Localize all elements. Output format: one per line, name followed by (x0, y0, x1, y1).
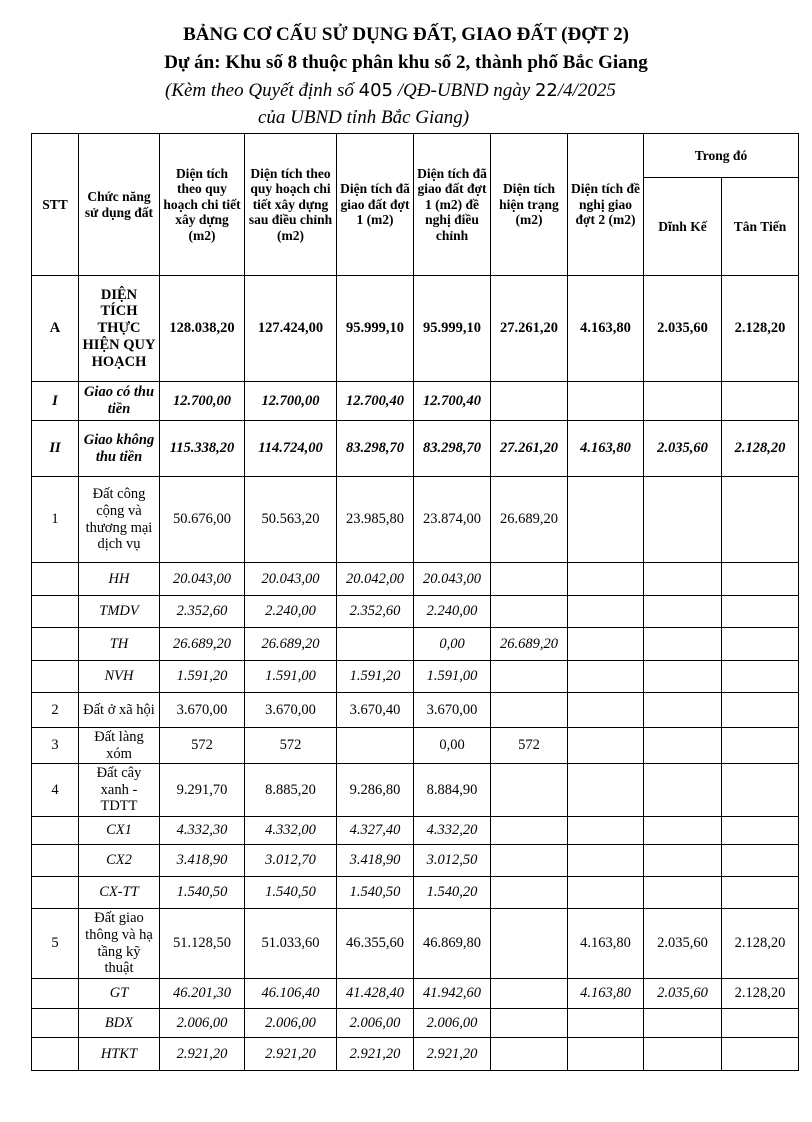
cell-tan-tien (722, 661, 799, 693)
cell-area-allocated-1: 12.700,40 (337, 382, 414, 421)
cell-function: CX-TT (79, 877, 160, 909)
cell-stt: 3 (32, 728, 79, 764)
cell-stt (32, 979, 79, 1009)
decision-suffix: /4/2025 (557, 80, 616, 101)
cell-tan-tien: 2.128,20 (722, 276, 799, 382)
project-name: Dự án: Khu số 8 thuộc phân khu số 2, thành phố Bắc Giang (164, 52, 648, 73)
cell-stt: 5 (32, 909, 79, 979)
cell-area-current (491, 909, 568, 979)
cell-area-plan: 128.038,20 (160, 276, 245, 382)
cell-stt (32, 877, 79, 909)
cell-function: DIỆN TÍCH THỰC HIỆN QUY HOẠCH (79, 276, 160, 382)
cell-area-proposed-2 (568, 382, 644, 421)
land-use-table (31, 133, 799, 1071)
cell-area-allocated-1-adjust: 95.999,10 (414, 276, 491, 382)
cell-area-plan-adjusted: 51.033,60 (245, 909, 337, 979)
cell-stt: A (32, 276, 79, 382)
table-row (32, 728, 799, 764)
cell-area-proposed-2 (568, 817, 644, 845)
table-row (32, 764, 799, 817)
cell-area-plan: 1.591,20 (160, 661, 245, 693)
cell-area-proposed-2: 4.163,80 (568, 421, 644, 477)
decision-reference (165, 80, 616, 102)
cell-dinh-ke: 2.035,60 (644, 979, 722, 1009)
cell-area-allocated-1: 23.985,80 (337, 477, 414, 563)
cell-area-proposed-2 (568, 628, 644, 661)
cell-function: Đất cây xanh - TDTT (79, 764, 160, 817)
cell-dinh-ke (644, 693, 722, 728)
cell-stt (32, 563, 79, 596)
cell-dinh-ke (644, 1009, 722, 1038)
decision-prefix: (Kèm theo Quyết định số (165, 80, 354, 101)
cell-area-allocated-1-adjust: 3.670,00 (414, 693, 491, 728)
cell-stt (32, 1038, 79, 1071)
table-row (32, 382, 799, 421)
cell-area-current (491, 979, 568, 1009)
cell-function: Đất giao thông và hạ tầng kỹ thuật (79, 909, 160, 979)
cell-tan-tien (722, 563, 799, 596)
cell-area-plan-adjusted: 8.885,20 (245, 764, 337, 817)
cell-area-allocated-1-adjust: 1.540,20 (414, 877, 491, 909)
cell-stt: 4 (32, 764, 79, 817)
cell-area-allocated-1-adjust: 3.012,50 (414, 845, 491, 877)
cell-area-allocated-1-adjust: 83.298,70 (414, 421, 491, 477)
cell-area-proposed-2 (568, 563, 644, 596)
cell-area-current (491, 764, 568, 817)
cell-area-plan: 51.128,50 (160, 909, 245, 979)
table-row (32, 817, 799, 845)
cell-area-allocated-1: 95.999,10 (337, 276, 414, 382)
cell-tan-tien (722, 628, 799, 661)
table-row (32, 909, 799, 979)
header-tan-tien: Tân Tiến (722, 178, 799, 276)
cell-function: Đất ở xã hội (79, 693, 160, 728)
cell-area-plan-adjusted: 572 (245, 728, 337, 764)
cell-area-allocated-1: 83.298,70 (337, 421, 414, 477)
cell-area-allocated-1-adjust: 46.869,80 (414, 909, 491, 979)
table-row (32, 661, 799, 693)
cell-area-plan: 2.921,20 (160, 1038, 245, 1071)
cell-stt (32, 596, 79, 628)
cell-area-plan: 50.676,00 (160, 477, 245, 563)
cell-area-allocated-1-adjust: 20.043,00 (414, 563, 491, 596)
cell-stt: I (32, 382, 79, 421)
table-row (32, 421, 799, 477)
cell-area-allocated-1: 4.327,40 (337, 817, 414, 845)
cell-function: CX2 (79, 845, 160, 877)
table-row (32, 693, 799, 728)
cell-dinh-ke (644, 628, 722, 661)
cell-area-current (491, 563, 568, 596)
cell-area-plan-adjusted: 1.540,50 (245, 877, 337, 909)
header-stt: STT (32, 134, 79, 276)
table-row (32, 877, 799, 909)
cell-tan-tien (722, 728, 799, 764)
cell-area-allocated-1-adjust: 2.240,00 (414, 596, 491, 628)
cell-function: Đất làng xóm (79, 728, 160, 764)
cell-stt (32, 1009, 79, 1038)
table-row (32, 276, 799, 382)
document-title: BẢNG CƠ CẤU SỬ DỤNG ĐẤT, GIAO ĐẤT (ĐỢT 2) (183, 24, 629, 45)
table-row (32, 628, 799, 661)
cell-area-plan-adjusted: 46.106,40 (245, 979, 337, 1009)
cell-stt: 1 (32, 477, 79, 563)
cell-area-plan: 46.201,30 (160, 979, 245, 1009)
cell-area-plan-adjusted: 2.240,00 (245, 596, 337, 628)
cell-tan-tien (722, 845, 799, 877)
cell-tan-tien (722, 1009, 799, 1038)
cell-area-current: 26.689,20 (491, 628, 568, 661)
cell-area-plan: 3.670,00 (160, 693, 245, 728)
cell-area-current (491, 382, 568, 421)
cell-area-plan: 572 (160, 728, 245, 764)
cell-tan-tien (722, 817, 799, 845)
cell-area-current (491, 596, 568, 628)
cell-dinh-ke (644, 661, 722, 693)
cell-area-proposed-2 (568, 661, 644, 693)
table-row (32, 563, 799, 596)
cell-area-allocated-1-adjust: 12.700,40 (414, 382, 491, 421)
table-row (32, 845, 799, 877)
cell-area-current (491, 845, 568, 877)
cell-tan-tien: 2.128,20 (722, 421, 799, 477)
cell-area-proposed-2 (568, 596, 644, 628)
cell-dinh-ke (644, 477, 722, 563)
issuer: của UBND tỉnh Bắc Giang) (258, 107, 470, 128)
cell-area-allocated-1 (337, 728, 414, 764)
cell-area-allocated-1: 3.670,40 (337, 693, 414, 728)
cell-function: Giao có thu tiền (79, 382, 160, 421)
cell-area-allocated-1: 2.352,60 (337, 596, 414, 628)
cell-function: HTKT (79, 1038, 160, 1071)
cell-function: CX1 (79, 817, 160, 845)
cell-area-plan: 115.338,20 (160, 421, 245, 477)
cell-area-plan: 20.043,00 (160, 563, 245, 596)
cell-area-proposed-2 (568, 845, 644, 877)
cell-dinh-ke (644, 382, 722, 421)
cell-area-proposed-2 (568, 1038, 644, 1071)
cell-function: Giao không thu tiền (79, 421, 160, 477)
cell-area-current: 27.261,20 (491, 421, 568, 477)
cell-dinh-ke (644, 563, 722, 596)
cell-area-plan-adjusted: 26.689,20 (245, 628, 337, 661)
cell-tan-tien: 2.128,20 (722, 979, 799, 1009)
cell-area-plan: 26.689,20 (160, 628, 245, 661)
cell-tan-tien (722, 877, 799, 909)
cell-function: NVH (79, 661, 160, 693)
cell-area-current (491, 877, 568, 909)
cell-area-current (491, 693, 568, 728)
cell-dinh-ke (644, 877, 722, 909)
cell-area-proposed-2 (568, 693, 644, 728)
cell-dinh-ke (644, 817, 722, 845)
cell-area-allocated-1-adjust: 0,00 (414, 728, 491, 764)
cell-stt (32, 661, 79, 693)
decision-mid: /QĐ-UBND ngày (397, 80, 531, 101)
cell-function: BDX (79, 1009, 160, 1038)
table-row (32, 596, 799, 628)
cell-area-current (491, 1038, 568, 1071)
cell-area-plan-adjusted: 2.921,20 (245, 1038, 337, 1071)
cell-area-current: 26.689,20 (491, 477, 568, 563)
cell-dinh-ke: 2.035,60 (644, 909, 722, 979)
cell-area-plan: 9.291,70 (160, 764, 245, 817)
cell-area-plan: 2.006,00 (160, 1009, 245, 1038)
cell-area-current (491, 661, 568, 693)
cell-dinh-ke (644, 728, 722, 764)
cell-area-plan-adjusted: 1.591,00 (245, 661, 337, 693)
decision-number: 405 (358, 80, 394, 101)
cell-area-allocated-1-adjust: 41.942,60 (414, 979, 491, 1009)
header-of-which: Trong đó (644, 134, 799, 178)
cell-stt: II (32, 421, 79, 477)
cell-area-plan: 1.540,50 (160, 877, 245, 909)
cell-tan-tien (722, 693, 799, 728)
cell-stt (32, 628, 79, 661)
cell-area-allocated-1: 3.418,90 (337, 845, 414, 877)
cell-area-plan: 12.700,00 (160, 382, 245, 421)
cell-area-proposed-2 (568, 1009, 644, 1038)
header-area-current: Diện tích hiện trạng (m2) (491, 134, 568, 276)
cell-area-current (491, 1009, 568, 1038)
header-area-proposed-2: Diện tích đề nghị giao đợt 2 (m2) (568, 134, 644, 276)
cell-area-allocated-1: 1.540,50 (337, 877, 414, 909)
cell-area-allocated-1-adjust: 2.006,00 (414, 1009, 491, 1038)
cell-area-plan-adjusted: 3.012,70 (245, 845, 337, 877)
cell-area-plan-adjusted: 3.670,00 (245, 693, 337, 728)
cell-dinh-ke: 2.035,60 (644, 276, 722, 382)
header-area-allocated-1-adjust: Diện tích đã giao đất đợt 1 (m2) đề nghị điều chỉnh (414, 134, 491, 276)
header-dinh-ke: Dĩnh Kế (644, 178, 722, 276)
decision-day: 22 (534, 80, 558, 101)
cell-tan-tien: 2.128,20 (722, 909, 799, 979)
cell-area-allocated-1-adjust: 1.591,00 (414, 661, 491, 693)
cell-tan-tien (722, 764, 799, 817)
header-area-plan: Diện tích theo quy hoạch chi tiết xây dựng (m2) (160, 134, 245, 276)
cell-area-proposed-2 (568, 728, 644, 764)
cell-area-allocated-1: 41.428,40 (337, 979, 414, 1009)
cell-dinh-ke (644, 596, 722, 628)
cell-function: TH (79, 628, 160, 661)
cell-dinh-ke (644, 764, 722, 817)
cell-area-plan-adjusted: 12.700,00 (245, 382, 337, 421)
cell-stt (32, 845, 79, 877)
cell-dinh-ke (644, 845, 722, 877)
cell-area-allocated-1 (337, 628, 414, 661)
cell-area-proposed-2: 4.163,80 (568, 276, 644, 382)
cell-function: Đất công cộng và thương mại dịch vụ (79, 477, 160, 563)
cell-dinh-ke (644, 1038, 722, 1071)
header-area-allocated-1: Diện tích đã giao đất đợt 1 (m2) (337, 134, 414, 276)
cell-area-proposed-2 (568, 764, 644, 817)
cell-area-allocated-1-adjust: 8.884,90 (414, 764, 491, 817)
cell-area-current (491, 817, 568, 845)
table-row (32, 477, 799, 563)
cell-area-current: 27.261,20 (491, 276, 568, 382)
cell-area-proposed-2 (568, 477, 644, 563)
cell-tan-tien (722, 477, 799, 563)
cell-stt (32, 817, 79, 845)
cell-area-current: 572 (491, 728, 568, 764)
cell-stt: 2 (32, 693, 79, 728)
cell-area-plan: 4.332,30 (160, 817, 245, 845)
cell-area-allocated-1-adjust: 23.874,00 (414, 477, 491, 563)
cell-area-plan: 3.418,90 (160, 845, 245, 877)
cell-area-plan-adjusted: 114.724,00 (245, 421, 337, 477)
cell-area-allocated-1: 46.355,60 (337, 909, 414, 979)
table-row (32, 1009, 799, 1038)
cell-area-allocated-1: 20.042,00 (337, 563, 414, 596)
cell-area-plan-adjusted: 4.332,00 (245, 817, 337, 845)
table-row (32, 979, 799, 1009)
cell-area-plan-adjusted: 50.563,20 (245, 477, 337, 563)
header-area-plan-adjusted: Diện tích theo quy hoạch chi tiết xây dựng sau điều chỉnh (m2) (245, 134, 337, 276)
cell-area-allocated-1: 2.921,20 (337, 1038, 414, 1071)
cell-area-allocated-1: 1.591,20 (337, 661, 414, 693)
cell-tan-tien (722, 382, 799, 421)
cell-area-allocated-1: 2.006,00 (337, 1009, 414, 1038)
cell-dinh-ke: 2.035,60 (644, 421, 722, 477)
cell-area-allocated-1-adjust: 2.921,20 (414, 1038, 491, 1071)
cell-area-proposed-2: 4.163,80 (568, 979, 644, 1009)
cell-function: TMDV (79, 596, 160, 628)
cell-area-proposed-2 (568, 877, 644, 909)
table-row (32, 1038, 799, 1071)
header-function: Chức năng sử dụng đất (79, 134, 160, 276)
cell-area-proposed-2: 4.163,80 (568, 909, 644, 979)
cell-function: HH (79, 563, 160, 596)
cell-area-plan-adjusted: 127.424,00 (245, 276, 337, 382)
cell-area-plan-adjusted: 2.006,00 (245, 1009, 337, 1038)
cell-area-allocated-1-adjust: 0,00 (414, 628, 491, 661)
cell-area-plan: 2.352,60 (160, 596, 245, 628)
cell-tan-tien (722, 1038, 799, 1071)
cell-function: GT (79, 979, 160, 1009)
cell-area-allocated-1: 9.286,80 (337, 764, 414, 817)
cell-tan-tien (722, 596, 799, 628)
cell-area-plan-adjusted: 20.043,00 (245, 563, 337, 596)
cell-area-allocated-1-adjust: 4.332,20 (414, 817, 491, 845)
